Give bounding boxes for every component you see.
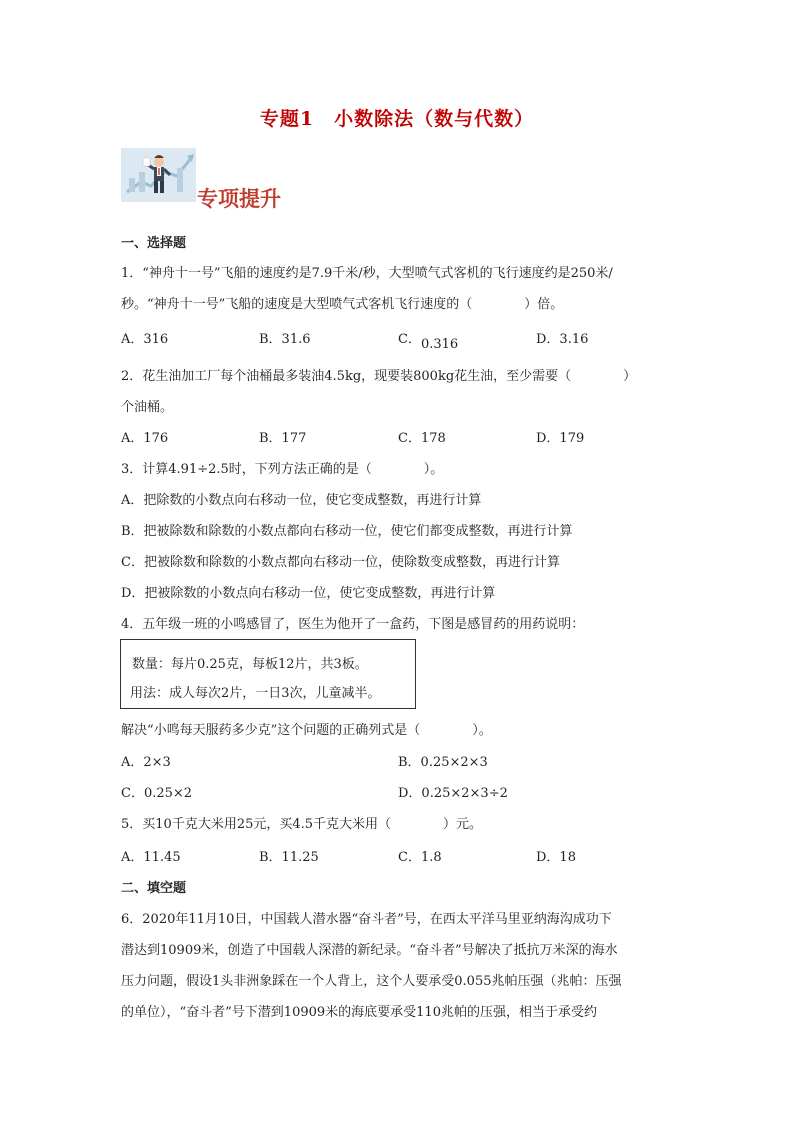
person-with-chart-illustration — [121, 148, 196, 202]
question-5-line-1: 5．买10千克大米用25元，买4.5千克大米用（ ）元。 — [121, 817, 483, 832]
question-2-option-c[interactable]: C．178 — [398, 431, 446, 446]
question-1-option-c-label: C． — [398, 332, 421, 347]
question-5-option-a[interactable]: A．11.45 — [121, 850, 181, 865]
question-4-line-1: 4．五年级一班的小鸣感冒了，医生为他开了一盒药，下图是感冒药的用药说明： — [121, 617, 585, 632]
question-3-option-d[interactable]: D．把被除数的小数点向右移动一位，使它变成整数，再进行计算 — [121, 586, 496, 601]
question-3-option-c[interactable]: C．把被除数和除数的小数点都向右移动一位，使除数变成整数，再进行计算 — [121, 555, 560, 570]
question-1-option-a[interactable]: A．316 — [121, 332, 169, 347]
question-2-option-a[interactable]: A．176 — [121, 431, 169, 446]
section-heading-choice: 一、选择题 — [121, 236, 187, 251]
medicine-instruction-box — [120, 639, 416, 709]
medicine-dosage-text: 数量：每片0.25克，每板12片，共3板。 — [132, 657, 368, 672]
question-4-line-2: 解决“小鸣每天服药多少克”这个问题的正确列式是（ ）。 — [121, 723, 492, 738]
question-5-option-d[interactable]: D．18 — [536, 850, 576, 865]
question-1-option-b[interactable]: B．31.6 — [259, 332, 311, 347]
question-4-option-d[interactable]: D．0.25×2×3÷2 — [398, 786, 508, 801]
question-6-line-4: 的单位），“奋斗者”号下潜到10909米的海底要承受110兆帕的压强，相当于承受约 — [121, 1005, 597, 1020]
question-2-option-d[interactable]: D．179 — [536, 431, 585, 446]
question-1-line-2: 秒。“神舟十一号”飞船的速度是大型喷气式客机飞行速度的（ ）倍。 — [121, 297, 564, 312]
question-1-line-1: 1．“神舟十一号”飞船的速度约是7.9千米/秒，大型喷气式客机的飞行速度约是250米/ — [121, 266, 613, 281]
page-title: 专题1 小数除法（数与代数） — [259, 108, 535, 130]
question-3-option-a[interactable]: A．把除数的小数点向右移动一位，使它变成整数，再进行计算 — [121, 493, 482, 508]
question-1-option-c-value: 0.316 — [420, 337, 459, 352]
question-2-line-1: 2．花生油加工厂每个油桶最多装油4.5kg，现要装800kg花生油，至少需要（ ） — [121, 369, 637, 384]
section-heading-fill: 二、填空题 — [121, 881, 187, 896]
question-3-option-b[interactable]: B．把被除数和除数的小数点都向右移动一位，使它们都变成整数，再进行计算 — [121, 524, 573, 539]
question-2-option-b[interactable]: B．177 — [259, 431, 307, 446]
question-1-option-c[interactable] — [398, 328, 458, 352]
question-4-option-b[interactable]: B．0.25×2×3 — [398, 755, 488, 770]
banner-label: 专项提升 — [197, 186, 281, 211]
question-6-line-3: 压力问题，假设1头非洲象踩在一个人背上，这个人要承受0.055兆帕压强（兆帕：压强 — [121, 974, 622, 989]
question-6-line-1: 6．2020年11月10日，中国载人潜水器“奋斗者”号，在西太平洋马里亚纳海沟成功下 — [121, 912, 612, 927]
question-3-line-1: 3．计算4.91÷2.5时，下列方法正确的是（ ）。 — [121, 462, 444, 477]
question-1-option-d[interactable]: D．3.16 — [536, 332, 589, 347]
question-5-option-c[interactable]: C．1.8 — [398, 850, 442, 865]
question-4-option-c[interactable]: C．0.25×2 — [121, 786, 193, 801]
question-2-line-2: 个油桶。 — [121, 400, 174, 415]
question-6-line-2: 潜达到10909米，创造了中国载人深潜的新纪录。“奋斗者”号解决了抵抗万米深的海水 — [121, 943, 618, 958]
medicine-usage-text: 用法：成人每次2片，一日3次，儿童减半。 — [130, 686, 381, 701]
question-4-option-a[interactable]: A．2×3 — [121, 755, 171, 770]
question-5-option-b[interactable]: B．11.25 — [259, 850, 319, 865]
